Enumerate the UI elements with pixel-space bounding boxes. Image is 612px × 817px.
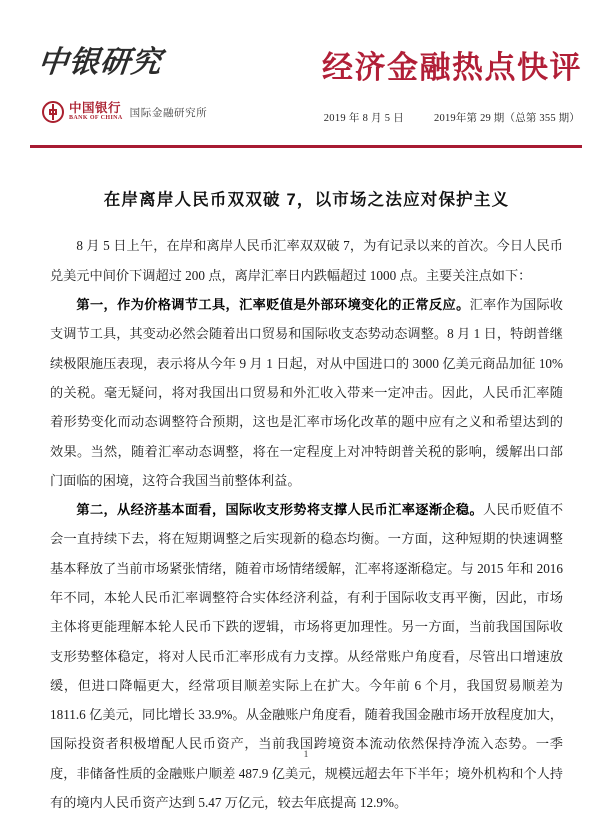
article (50, 190, 563, 817)
paragraph-text: 人民币贬值不会一直持续下去，将在短期调整之后实现新的稳态均衡。一方面，这种短期的快速调整基本释放了当前市场紧张情绪，随着市场情绪缓解，汇率将逐渐稳定。与 2015 年和 2016 年不同，本轮人民币汇率调整符合实体经济利益，有利于国际收支再平衡，因此，市场主体将更能理解本轮人民币下跌的逻辑，市场将更加理性。另一方面，当前我国国际收支形势整体稳定，将对人民币汇率形成有力支撑。从经常账户角度看，尽管出口增速放缓，但进口降幅更大，经常项目顺差实际上在扩大。今年前 6 个月，我国贸易顺差为 1811.6 亿美元，同比增长 33.9%。从金融账户角度看，随着我国金融市场开放程度加大，国际投资者积极增配人民币资产，当前我国跨境资本流动依然保持净流入态势。一季度，非储备性质的金融账户顺差 487.9 亿美元，规模远超去年下半年；境外机构和个人持有的境内人民币资产达到 5.47 万亿元，较去年底提高 12.9%。 (50, 502, 564, 811)
bank-of-china-identity (42, 101, 207, 123)
article-title: 在岸离岸人民币双双破 7，以市场之法应对保护主义 (103, 191, 510, 209)
bank-of-china-names (69, 102, 123, 122)
masthead-divider (30, 145, 582, 148)
paragraph-text: 8 月 5 日上午，在岸和离岸人民币汇率双双破 7，为有记录以来的首次。今日人民币兑美元中间价下调超过 200 点，离岸汇率日内跌幅超过 1000 点。主要关注点如下： (50, 238, 563, 283)
publication-title: 经济金融热点快评 (322, 50, 582, 85)
article-paragraph (50, 231, 563, 290)
calligraphy-logo: 中银研究 (36, 46, 164, 79)
masthead (30, 48, 582, 148)
bank-of-china-name-cn: 中国银行 (69, 101, 122, 116)
article-paragraph (50, 290, 563, 495)
paragraph-text: 汇率作为国际收支调节工具，其变动必然会随着出口贸易和国际收支态势动态调整。8 月 1 日，特朗普继续极限施压表现，表示将从今年 9 月 1 日起，对从中国进口的 3000 亿美元商品加征 10%的关税。毫无疑问，将对我国出口贸易和外汇收入带来一定冲击。因此，人民币汇率随着形势变化而动态调整符合预期，这也是汇率市场化改革的题中应有之义和希望达到的效果。当然，随着汇率动态调整，将在一定程度上对冲特朗普关税的影响，缓解出口部门面临的困境，这符合我国当前整体利益。 (50, 297, 563, 488)
page-number: 1 (303, 750, 309, 760)
issue-date: 2019 年 8 月 5 日 (323, 113, 405, 124)
issue-number: 2019年第 29 期（总第 355 期） (434, 113, 580, 124)
bank-of-china-name-en: BANK OF CHINA (69, 115, 123, 122)
brand-block (36, 46, 288, 122)
article-paragraph (50, 495, 563, 817)
paragraph-lead: 第二，从经济基本面看，国际收支形势将支撑人民币汇率逐渐企稳。 (76, 502, 484, 518)
paragraph-lead: 第一，作为价格调节工具，汇率贬值是外部环境变化的正常反应。 (76, 297, 470, 313)
institute-name: 国际金融研究所 (129, 106, 208, 119)
bank-of-china-logo-icon (42, 101, 64, 123)
issue-info (324, 110, 580, 125)
